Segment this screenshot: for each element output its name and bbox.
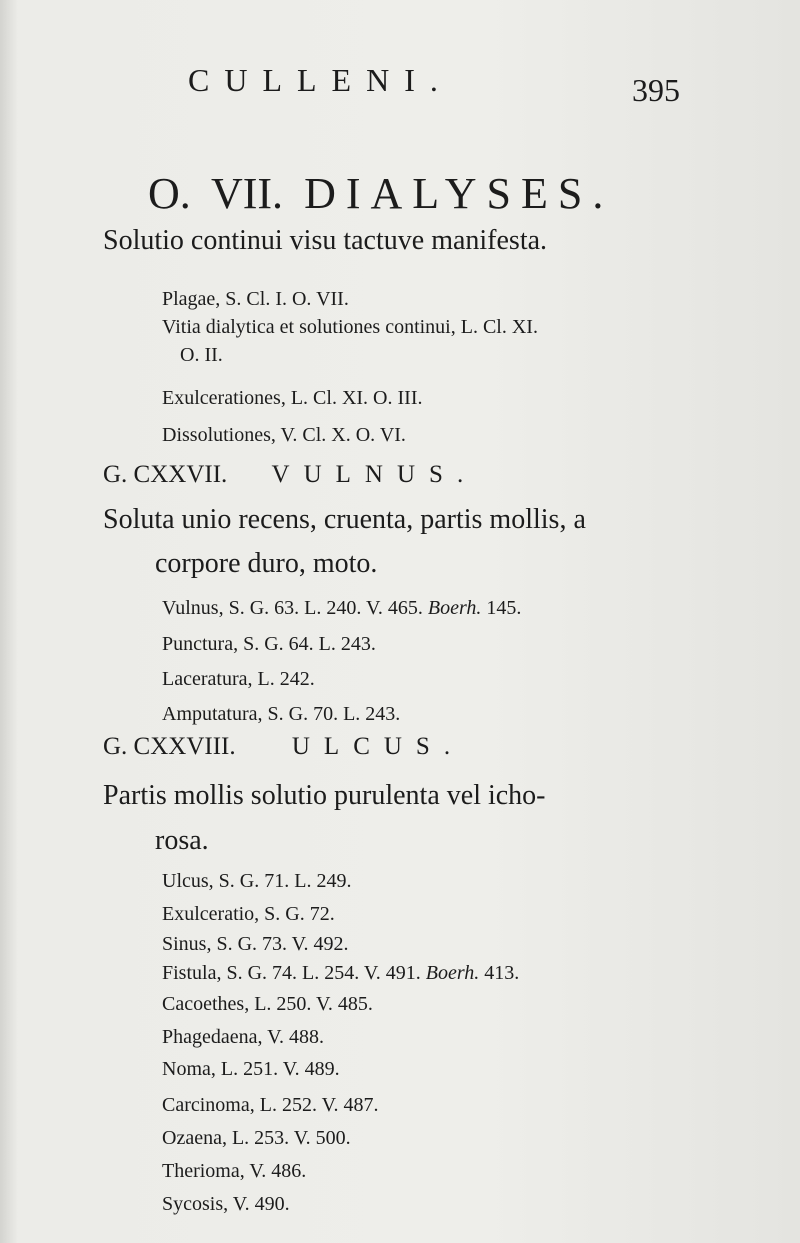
order-synonym: O. II.	[180, 344, 223, 366]
genus-heading	[103, 733, 464, 761]
order-synonym: Vitia dialytica et solutiones continui, L. Cl. XI.	[162, 316, 538, 338]
genus-synonym: Fistula, S. G. 74. L. 254. V. 491. Boerh. 413.	[162, 962, 520, 984]
genus-synonym: Ozaena, L. 253. V. 500.	[162, 1127, 351, 1149]
order-name: DIALYSES.	[304, 169, 614, 218]
genus-synonym: Vulnus, S. G. 63. L. 240. V. 465. Boerh. 145.	[162, 597, 522, 619]
genus-synonym: Carcinoma, L. 252. V. 487.	[162, 1094, 379, 1116]
genus-synonym: Noma, L. 251. V. 489.	[162, 1058, 340, 1080]
order-synonym: Dissolutiones, V. Cl. X. O. VI.	[162, 424, 406, 446]
genus-number: G. CXXVII.	[103, 461, 228, 488]
genus-name: ULCUS.	[291, 733, 465, 760]
order-definition: Solutio continui visu tactuve manifesta.	[103, 225, 548, 256]
order-heading	[148, 168, 613, 219]
running-header: CULLENI.	[188, 62, 453, 98]
genus-synonym: Punctura, S. G. 64. L. 243.	[162, 633, 376, 655]
genus-definition: Partis mollis solutio purulenta vel icho-	[103, 780, 546, 811]
order-number: O. VII.	[148, 169, 284, 218]
genus-synonym: Laceratura, L. 242.	[162, 668, 315, 690]
genus-definition: Soluta unio recens, cruenta, partis mollis, a	[103, 504, 586, 535]
genus-definition: corpore duro, moto.	[155, 548, 378, 579]
genus-name: VULNUS.	[271, 461, 478, 488]
genus-synonym: Cacoethes, L. 250. V. 485.	[162, 993, 373, 1015]
genus-synonym: Amputatura, S. G. 70. L. 243.	[162, 703, 401, 725]
genus-synonym: Phagedaena, V. 488.	[162, 1026, 325, 1048]
genus-heading	[103, 461, 477, 489]
page-number: 395	[632, 72, 680, 108]
genus-synonym: Ulcus, S. G. 71. L. 249.	[162, 870, 352, 892]
genus-definition: rosa.	[155, 825, 209, 856]
genus-synonym: Sinus, S. G. 73. V. 492.	[162, 933, 349, 955]
order-synonym: Exulcerationes, L. Cl. XI. O. III.	[162, 387, 423, 409]
genus-synonym: Sycosis, V. 490.	[162, 1193, 290, 1215]
order-synonym: Plagae, S. Cl. I. O. VII.	[162, 288, 349, 310]
genus-synonym: Therioma, V. 486.	[162, 1160, 307, 1182]
genus-number: G. CXXVIII.	[103, 733, 236, 760]
genus-synonym: Exulceratio, S. G. 72.	[162, 903, 335, 925]
